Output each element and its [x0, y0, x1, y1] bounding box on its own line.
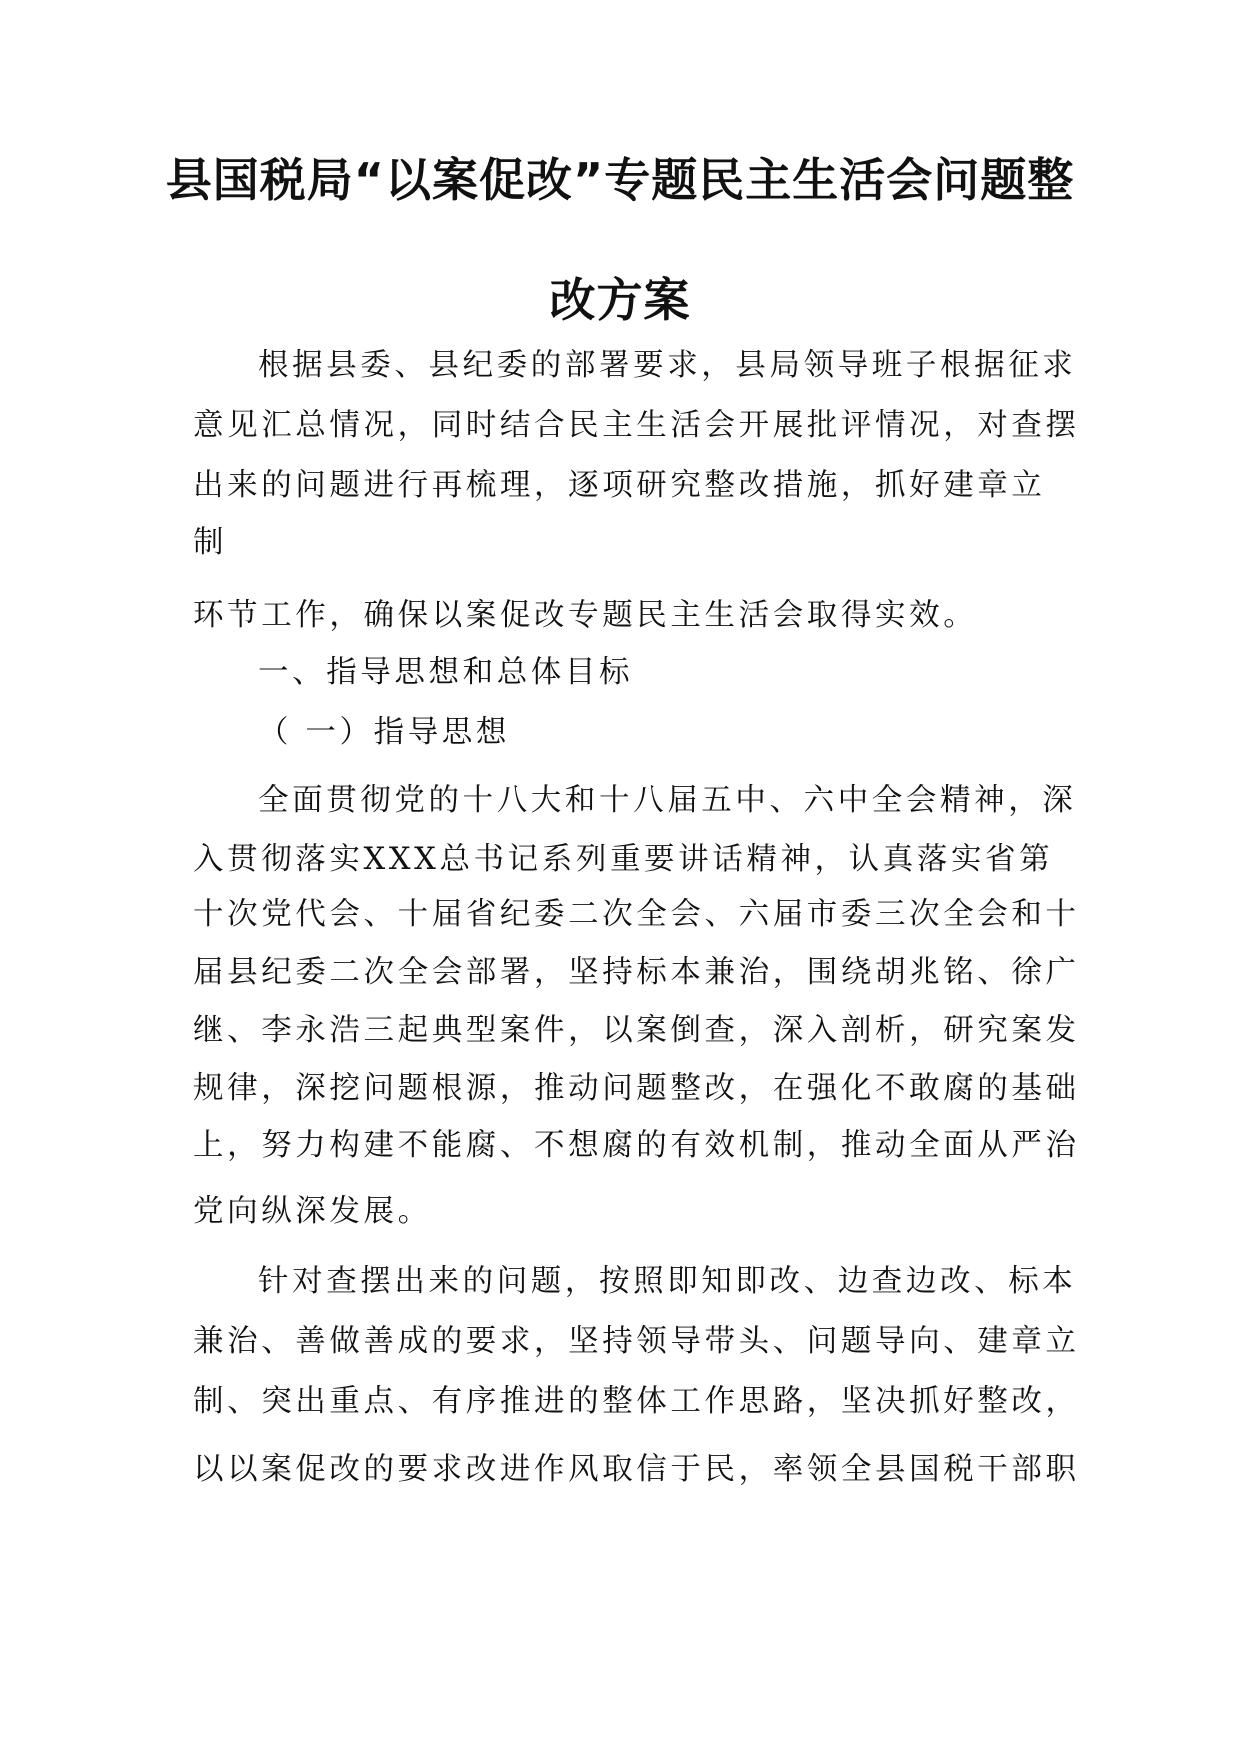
- body-line-17: 兼治、善做善成的要求，坚持领导带头、问题导向、建章立: [193, 1324, 1080, 1359]
- body-line-1: 根据县委、县纪委的部署要求，县局领导班子根据征求: [258, 348, 1077, 383]
- body-line-2: 意见汇总情况，同时结合民主生活会开展批评情况，对查摆: [193, 408, 1080, 443]
- heading-1: 一、指导思想和总体目标: [258, 655, 634, 690]
- body-line-16: 针对查摆出来的问题，按照即知即改、边查边改、标本: [258, 1264, 1077, 1299]
- body-line-12: 继、李永浩三起典型案件，以案倒查，深入剖析，研究案发: [193, 1013, 1080, 1048]
- body-line-19: 以以案促改的要求改进作风取信于民，率领全县国税干部职: [193, 1452, 1080, 1487]
- body-line-9: 入贯彻落实XXX总书记系列重要讲话精神，认真落实省第: [193, 842, 1054, 877]
- body-line-13: 规律，深挖问题根源，推动问题整改，在强化不敢腐的基础: [193, 1071, 1080, 1106]
- body-line-4: 制: [193, 525, 228, 560]
- body-line-14: 上，努力构建不能腐、不想腐的有效机制，推动全面从严治: [193, 1128, 1080, 1163]
- body-line-10: 十次党代会、十届省纪委二次全会、六届市委三次全会和十: [193, 897, 1080, 932]
- body-line-18: 制、突出重点、有序推进的整体工作思路，坚决抓好整改，: [193, 1384, 1080, 1419]
- body-line-5: 环节工作，确保以案促改专题民主生活会取得实效。: [193, 598, 978, 633]
- body-line-8: 全面贯彻党的十八大和十八届五中、六中全会精神，深: [258, 783, 1077, 818]
- title-line-2: 改方案: [549, 273, 691, 327]
- body-line-15: 党向纵深发展。: [193, 1194, 432, 1229]
- title-line-1: 县国税局“以案促改”专题民主生活会问题整: [165, 153, 1075, 207]
- body-line-11: 届县纪委二次全会部署，坚持标本兼治，围绕胡兆铭、徐广: [193, 955, 1080, 990]
- heading-1-1: （ 一）指导思想: [258, 715, 510, 750]
- body-line-3: 出来的问题进行再梳理，逐项研究整改措施，抓好建章立: [193, 468, 1046, 503]
